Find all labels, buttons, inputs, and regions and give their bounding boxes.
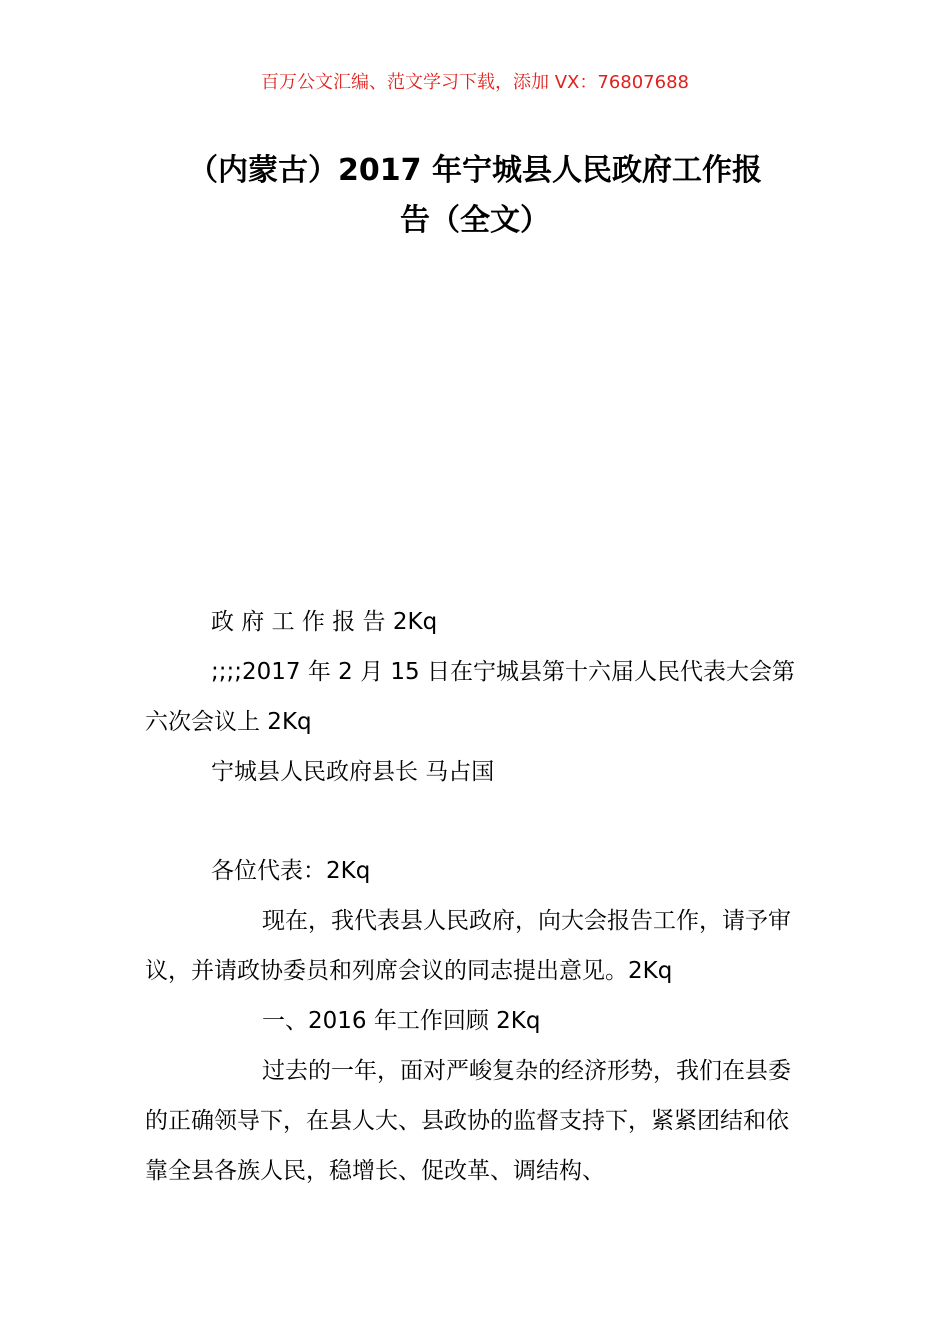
section-heading-1: 一、2016 年工作回顾 2Kq [262, 1008, 541, 1034]
speaker-line: 宁城县人民政府县长 马占国 [211, 759, 495, 785]
salutation: 各位代表：2Kq [211, 858, 371, 884]
report-label: 政 府 工 作 报 告 2Kq [211, 609, 438, 635]
paragraph-review: 过去的一年，面对严峻复杂的经济形势，我们在县委的正确领导下，在县人大、县政协的监督支持下，紧紧团结和依靠全县各族人民，稳增长、促改革、调结构、 [145, 1058, 791, 1184]
document-title [130, 146, 820, 246]
header-note: 百万公文汇编、范文学习下载，添加 VX：76807688 [261, 72, 689, 93]
paragraph-intro: 现在，我代表县人民政府，向大会报告工作，请予审议，并请政协委员和列席会议的同志提出意见。2Kq [145, 908, 791, 984]
meeting-info: ;;;;2017 年 2 月 15 日在宁城县第十六届人民代表大会第六次会议上 2Kq [145, 659, 795, 735]
title-line-1: （内蒙古）2017 年宁城县人民政府工作报 [188, 153, 762, 188]
title-line-2: 告（全文） [400, 203, 550, 238]
